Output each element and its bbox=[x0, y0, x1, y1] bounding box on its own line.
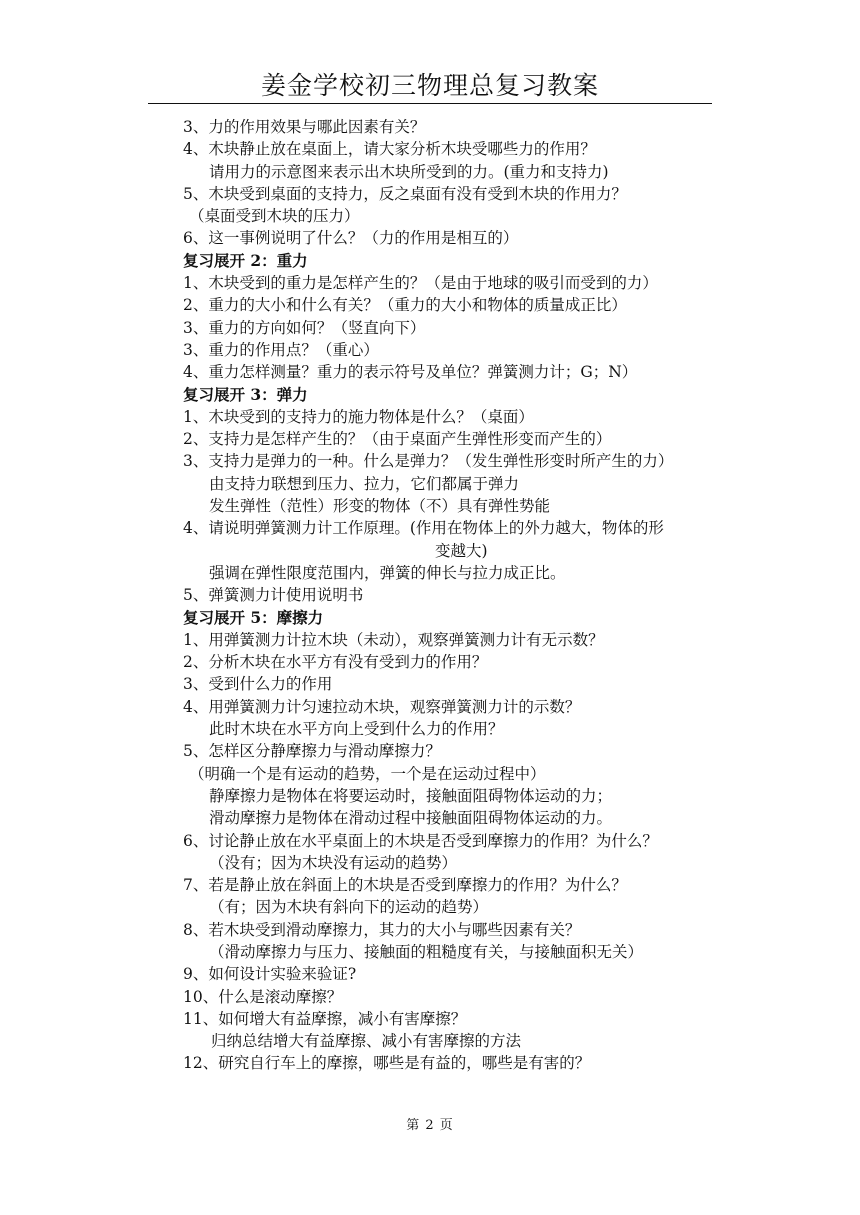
text-line: 5、弹簧测力计使用说明书 bbox=[183, 586, 364, 605]
text-line: （没有；因为木块没有运动的趋势） bbox=[209, 853, 458, 872]
page-header-title: 姜金学校初三物理总复习教案 bbox=[260, 71, 599, 100]
text-line: 强调在弹性限度范围内，弹簧的伸长与拉力成正比。 bbox=[209, 563, 566, 582]
text-line: 1、木块受到的重力是怎样产生的？（是由于地球的吸引而受到的力） bbox=[183, 274, 658, 293]
section-heading: 复习展开 3：弹力 bbox=[183, 384, 308, 404]
text-line: 4、请说明弹簧测力计工作原理。(作用在物体上的外力越大，物体的形 bbox=[183, 519, 664, 538]
header-rule bbox=[148, 103, 712, 104]
text-line: 3、受到什么力的作用 bbox=[183, 675, 333, 694]
text-line: 11、如何增大有益摩擦，减小有害摩擦？ bbox=[183, 1009, 467, 1028]
text-line: 8、若木块受到滑动摩擦力，其力的大小与哪些因素有关？ bbox=[183, 920, 581, 939]
document-body bbox=[183, 116, 723, 1075]
section-heading: 复习展开 2：重力 bbox=[183, 250, 308, 270]
text-line: 归纳总结增大有益摩擦、减小有害摩擦的方法 bbox=[211, 1032, 522, 1051]
text-line: 3、支持力是弹力的一种。什么是弹力？（发生弹性形变时所产生的力） bbox=[183, 452, 674, 471]
text-line: 静摩擦力是物体在将要运动时，接触面阻碍物体运动的力； bbox=[209, 786, 613, 805]
text-line: 4、用弹簧测力计匀速拉动木块，观察弹簧测力计的示数？ bbox=[183, 697, 581, 716]
text-line: 6、讨论静止放在水平桌面上的木块是否受到摩擦力的作用？为什么？ bbox=[183, 831, 658, 850]
text-line: 2、支持力是怎样产生的？（由于桌面产生弹性形变而产生的） bbox=[183, 430, 612, 449]
text-line: （滑动摩擦力与压力、接触面的粗糙度有关，与接触面积无关） bbox=[209, 942, 644, 961]
text-line: 4、重力怎样测量？重力的表示符号及单位？弹簧测力计；G；N） bbox=[183, 363, 638, 382]
text-line: （明确一个是有运动的趋势，一个是在运动过程中） bbox=[189, 764, 546, 783]
text-line: （桌面受到木块的压力） bbox=[189, 207, 360, 226]
text-line: 发生弹性（范性）形变的物体（不）具有弹性势能 bbox=[209, 497, 551, 516]
text-line: 1、用弹簧测力计拉木块（未动），观察弹簧测力计有无示数？ bbox=[183, 630, 604, 649]
text-line: 3、重力的作用点？（重心） bbox=[183, 340, 379, 359]
text-line: 变越大) bbox=[435, 541, 488, 560]
text-line: 3、力的作用效果与哪此因素有关？ bbox=[183, 118, 426, 136]
text-line: 4、木块静止放在桌面上，请大家分析木块受哪些力的作用？ bbox=[183, 140, 596, 159]
text-line: （有；因为木块有斜向下的运动的趋势） bbox=[209, 898, 489, 917]
text-line: 5、木块受到桌面的支持力，反之桌面有没有受到木块的作用力？ bbox=[183, 184, 627, 203]
text-line: 滑动摩擦力是物体在滑动过程中接触面阻碍物体运动的力。 bbox=[209, 809, 613, 828]
text-line: 此时木块在水平方向上受到什么力的作用？ bbox=[209, 720, 504, 739]
section-heading: 复习展开 5：摩擦力 bbox=[183, 607, 324, 627]
text-line: 请用力的示意图来表示出木块所受到的力。(重力和支持力) bbox=[209, 162, 609, 181]
page-number: 第 2 页 bbox=[406, 1118, 454, 1133]
text-line: 9、如何设计实验来验证? bbox=[183, 965, 357, 984]
text-line: 由支持力联想到压力、拉力，它们都属于弹力 bbox=[209, 474, 520, 493]
text-line: 2、重力的大小和什么有关？（重力的大小和物体的质量成正比） bbox=[183, 296, 627, 315]
text-line: 3、重力的方向如何？（竖直向下） bbox=[183, 318, 426, 337]
text-line: 7、若是静止放在斜面上的木块是否受到摩擦力的作用？为什么？ bbox=[183, 876, 627, 895]
text-line: 5、怎样区分静摩擦力与滑动摩擦力？ bbox=[183, 742, 441, 761]
text-line: 6、这一事例说明了什么？（力的作用是相互的） bbox=[183, 229, 519, 248]
text-line: 12、研究自行车上的摩擦，哪些是有益的，哪些是有害的？ bbox=[183, 1054, 591, 1073]
text-line: 1、木块受到的支持力的施力物体是什么？（桌面） bbox=[183, 407, 534, 426]
text-line: 10、什么是滚动摩擦？ bbox=[183, 987, 343, 1006]
text-line: 2、分析木块在水平方有没有受到力的作用？ bbox=[183, 653, 488, 672]
